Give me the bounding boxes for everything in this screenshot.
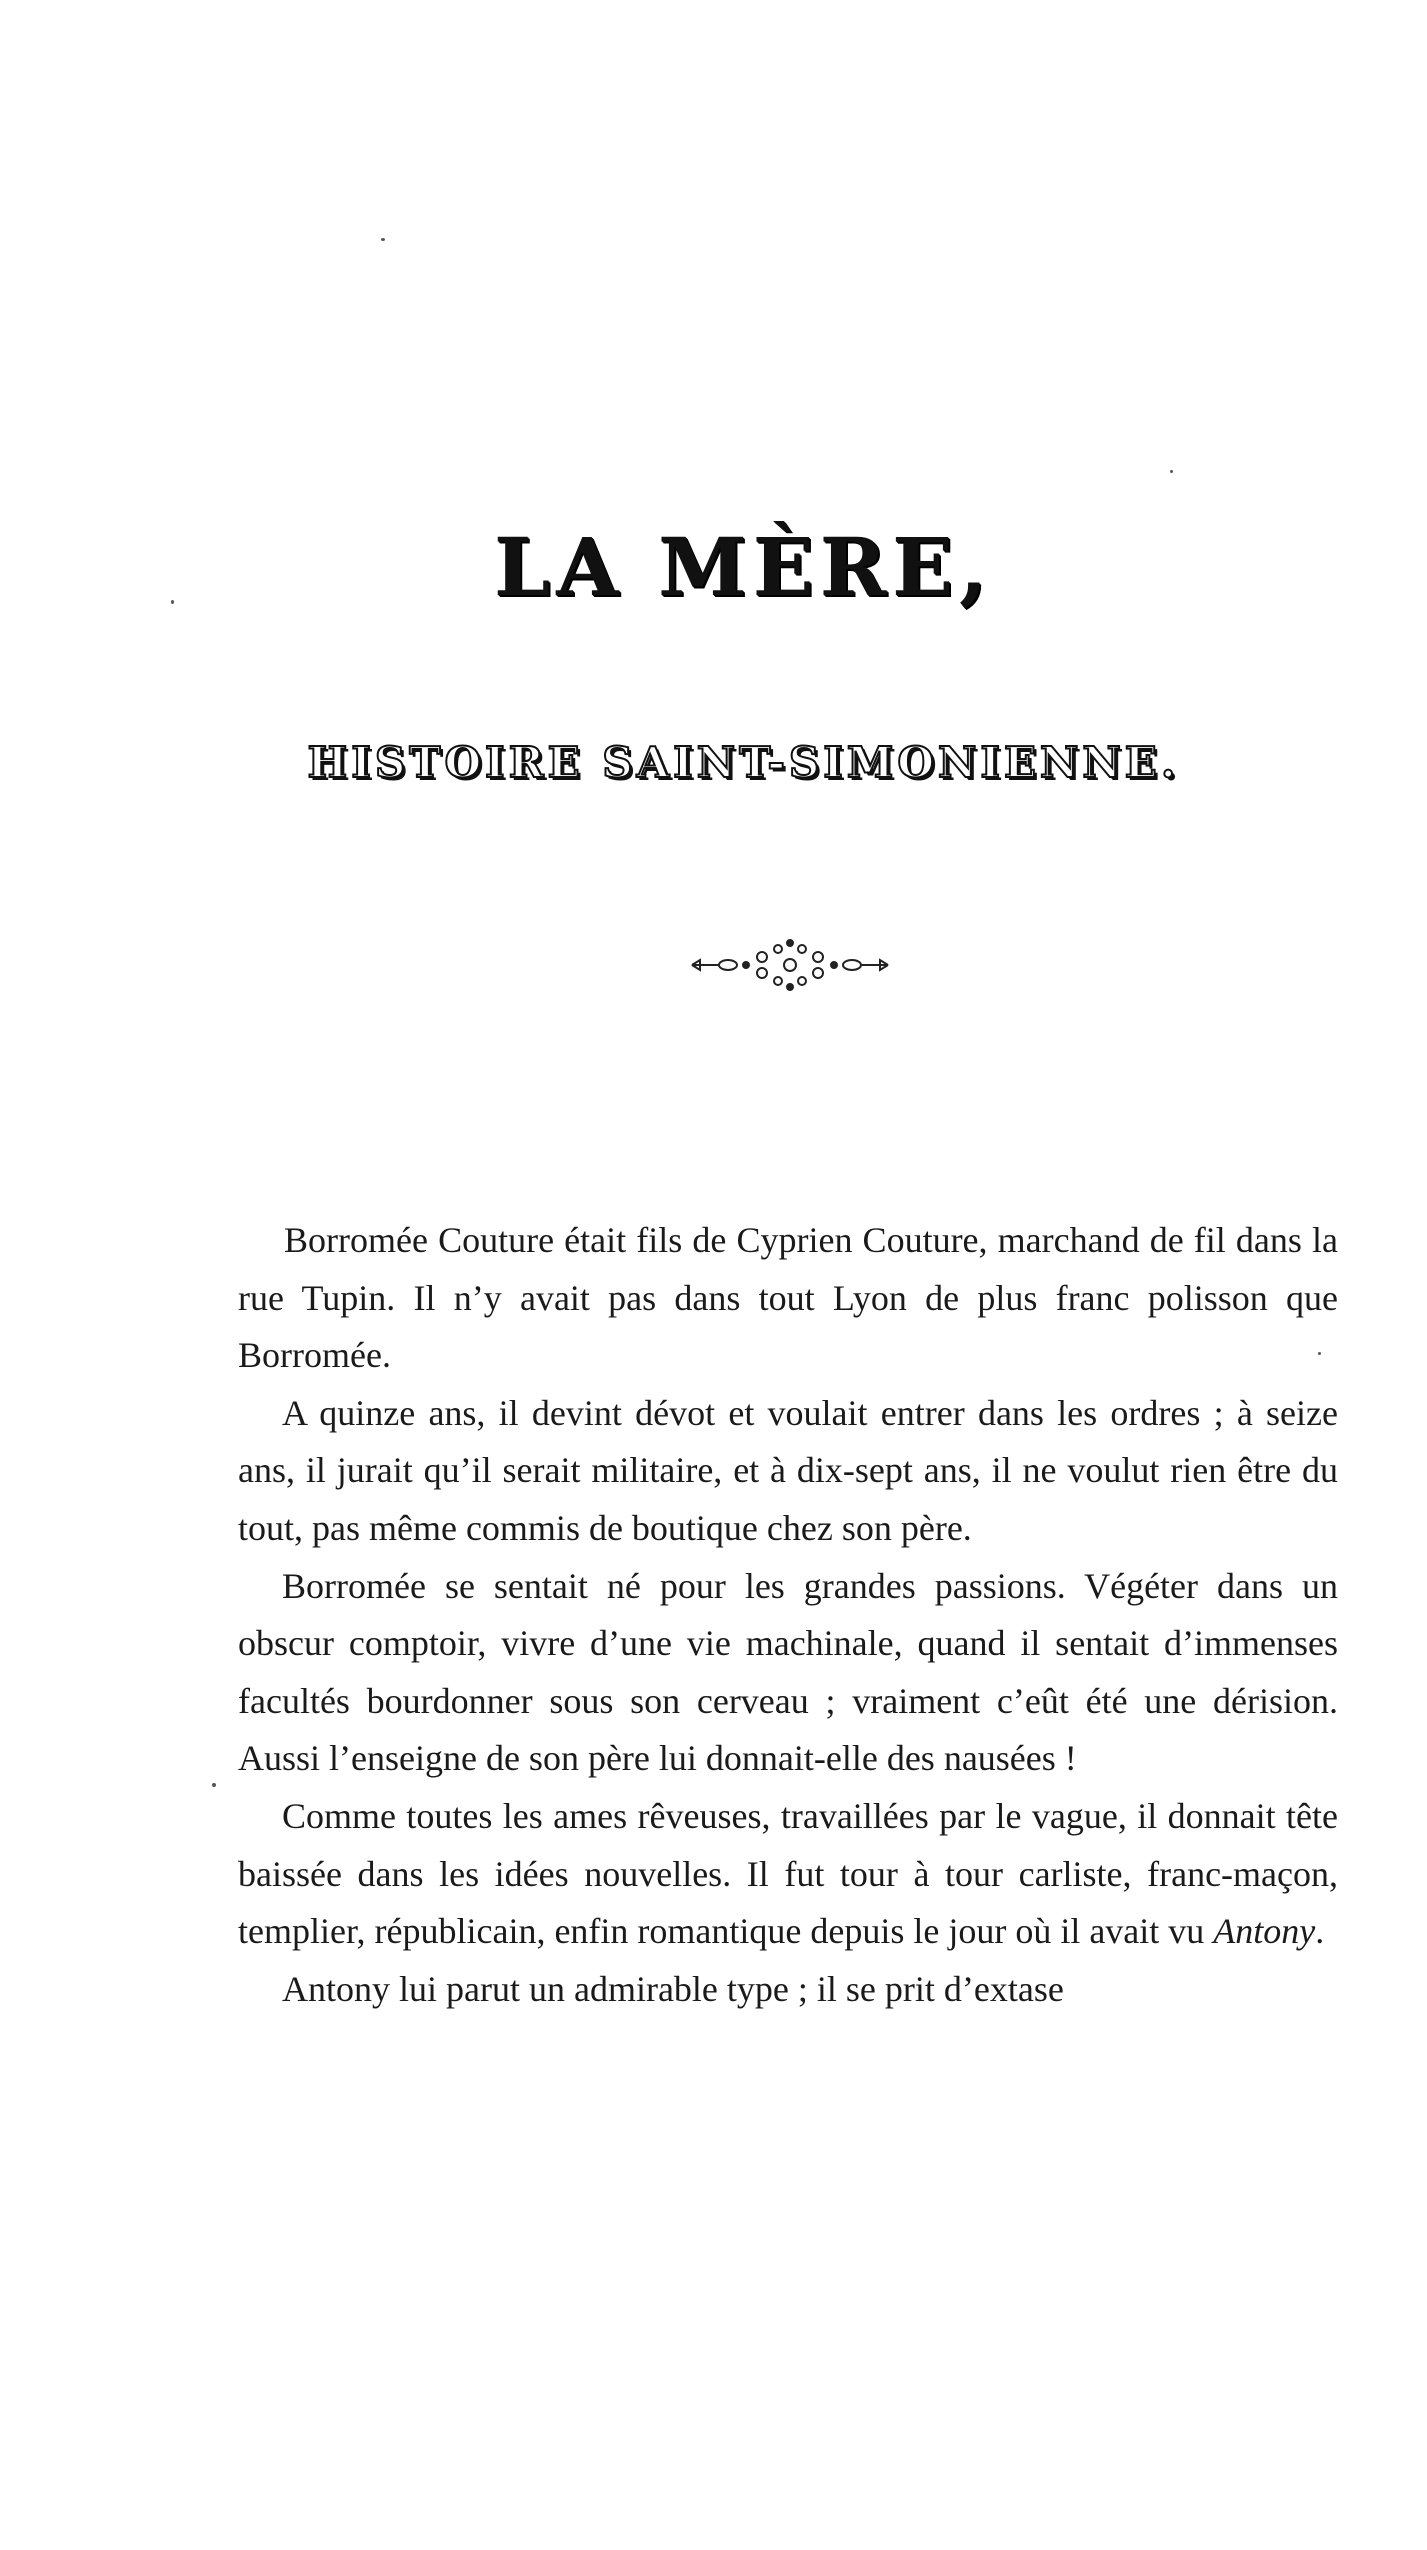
chapter-subtitle: HISTOIRE SAINT-SIMONIENNE. [307, 738, 1180, 787]
fleuron-ornament-icon [690, 935, 890, 995]
play-title-antony: Antony [1213, 1911, 1316, 1952]
paragraph-4 [238, 1788, 1338, 1961]
paragraph-1: Borromée Couture était fils de Cyprien Couture, marchand de fil dans la rue Tupin. Il n’y avait pas dans tout Lyon de plus franc polisson que Borromée. [238, 1220, 1338, 1376]
paper-speck [381, 238, 385, 241]
paragraph-2: A quinze ans, il devint dévot et voulait entrer dans les ordres ; à seize ans, il jurait qu’il serait militaire, et à dix-sept ans, il ne voulut rien être du tout, pas même commis de boutique chez son père. [238, 1392, 1338, 1548]
paper-speck [212, 1783, 216, 1787]
paragraph-3: Borromée se sentait né pour les grandes passions. Végéter dans un obscur comptoir, vivre d’une vie machinale, quand il sentait d’immenses facultés bourdonner sous son cerveau ; vraiment c’eût été une dérision. Aussi l’enseigne de son père lui donnait-elle des nausées ! [238, 1565, 1338, 1779]
paragraph-4-end: . [1315, 1911, 1325, 1952]
body-text [238, 1212, 1338, 2018]
paragraph-4-text: Comme toutes les ames rêveuses, travaillées par le vague, il donnait tête baissée dans les idées nouvelles. Il fut tour à tour carliste, franc-maçon, templier, républicain, enfin romantique depuis le jour où il avait vu [238, 1795, 1338, 1952]
paper-speck [1170, 470, 1173, 473]
paragraph-5: Antony lui parut un admirable type ; il se prit d’extase [282, 1968, 1064, 2009]
chapter-title: LA MÈRE, [493, 520, 993, 614]
